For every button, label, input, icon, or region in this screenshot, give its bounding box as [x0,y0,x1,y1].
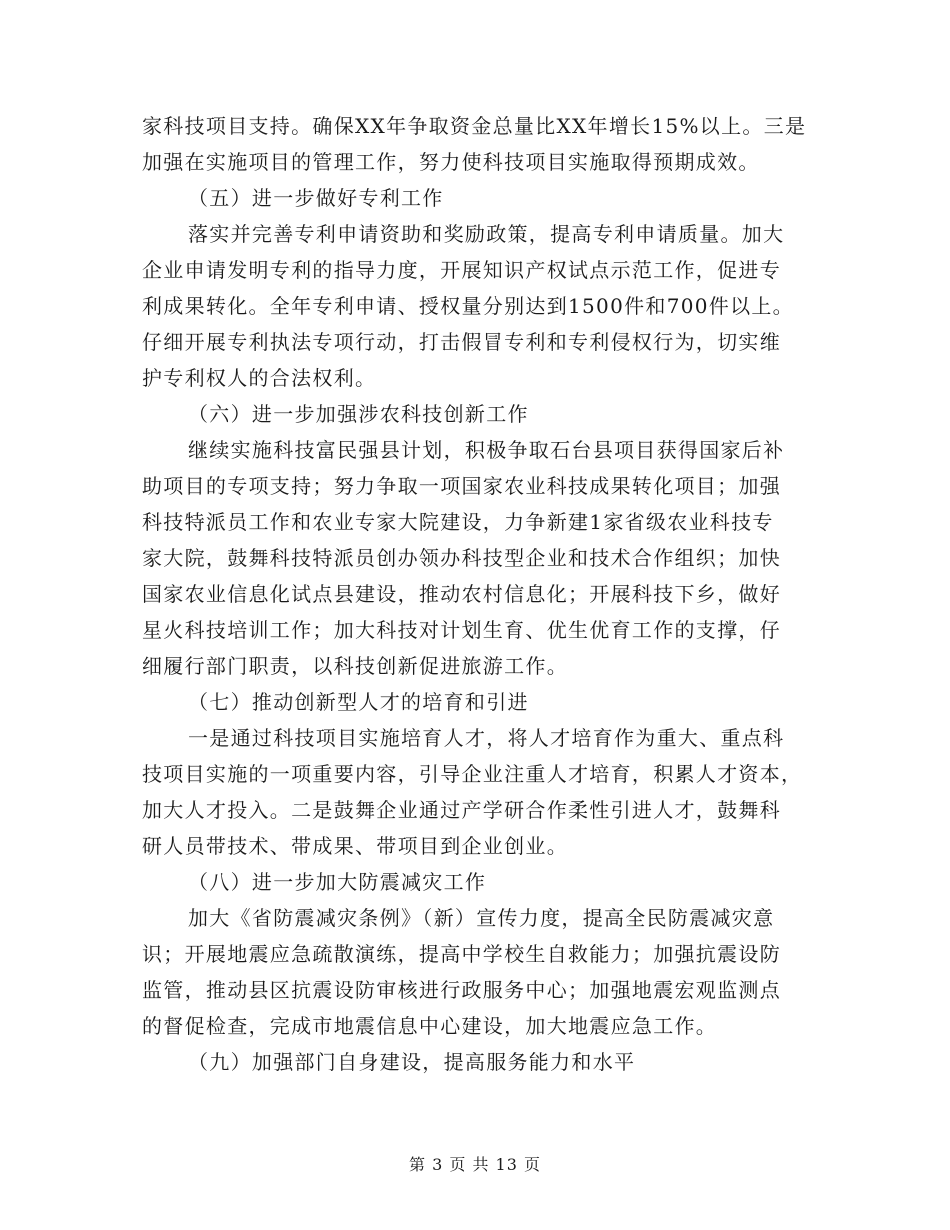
paragraph-line: 国家农业信息化试点县建设，推动农村信息化；开展科技下乡，做好 [142,582,781,606]
paragraph-line: 加大《省防震减灾条例》（新）宣传力度，提高全民防震减灾意 [188,906,775,930]
paragraph-line: 加强在实施项目的管理工作，努力使科技项目实施取得预期成效。 [142,150,760,174]
document-body [142,108,807,1080]
paragraph-line: 利成果转化。全年专利申请、授权量分别达到1500件和700件以上。 [142,294,794,318]
section-heading: （九）加强部门自身建设，提高服务能力和水平 [188,1050,636,1074]
paragraph-line: 仔细开展专利执法专项行动，打击假冒专利和专利侵权行为，切实维 [142,330,781,354]
paragraph-line: 识；开展地震应急疏散演练，提高中学校生自救能力；加强抗震设防 [142,942,781,966]
paragraph-line: 研人员带技术、带成果、带项目到企业创业。 [142,834,568,858]
paragraph-line: 技项目实施的一项重要内容，引导企业注重人才培育，积累人才资本， [142,762,803,786]
paragraph-line: 细履行部门职责，以科技创新促进旅游工作。 [142,654,568,678]
paragraph-line: 星火科技培训工作；加大科技对计划生育、优生优育工作的支撑，仔 [142,618,781,642]
paragraph-line: 继续实施科技富民强县计划，积极争取石台县项目获得国家后补 [188,438,785,462]
paragraph-line: 科技特派员工作和农业专家大院建设，力争新建1家省级农业科技专 [142,510,774,534]
paragraph-line: 家大院，鼓舞科技特派员创办领办科技型企业和技术合作组织；加快 [142,546,781,570]
paragraph-line: 护专利权人的合法权利。 [142,366,377,390]
paragraph-line: 一是通过科技项目实施培育人才，将人才培育作为重大、重点科 [188,726,785,750]
section-heading: （八）进一步加大防震减灾工作 [188,870,487,894]
paragraph-line: 监管，推动县区抗震设防审核进行政服务中心；加强地震宏观监测点 [142,978,781,1002]
paragraph-line: 企业申请发明专利的指导力度，开展知识产权试点示范工作，促进专 [142,258,781,282]
paragraph-line: 加大人才投入。二是鼓舞企业通过产学研合作柔性引进人才，鼓舞科 [142,798,781,822]
paragraph-line: 家科技项目支持。确保XX年争取资金总量比XX年增长15%以上。三是 [142,114,807,138]
paragraph-line: 助项目的专项支持；努力争取一项国家农业科技成果转化项目；加强 [142,474,781,498]
page-footer: 第 3 页 共 13 页 [409,1155,541,1174]
section-heading: （五）进一步做好专利工作 [188,186,444,210]
section-heading: （六）进一步加强涉农科技创新工作 [188,402,529,426]
section-heading: （七）推动创新型人才的培育和引进 [188,690,529,714]
paragraph-line: 落实并完善专利申请资助和奖励政策，提高专利申请质量。加大 [188,222,785,246]
paragraph-line: 的督促检查，完成市地震信息中心建设，加大地震应急工作。 [142,1014,718,1038]
